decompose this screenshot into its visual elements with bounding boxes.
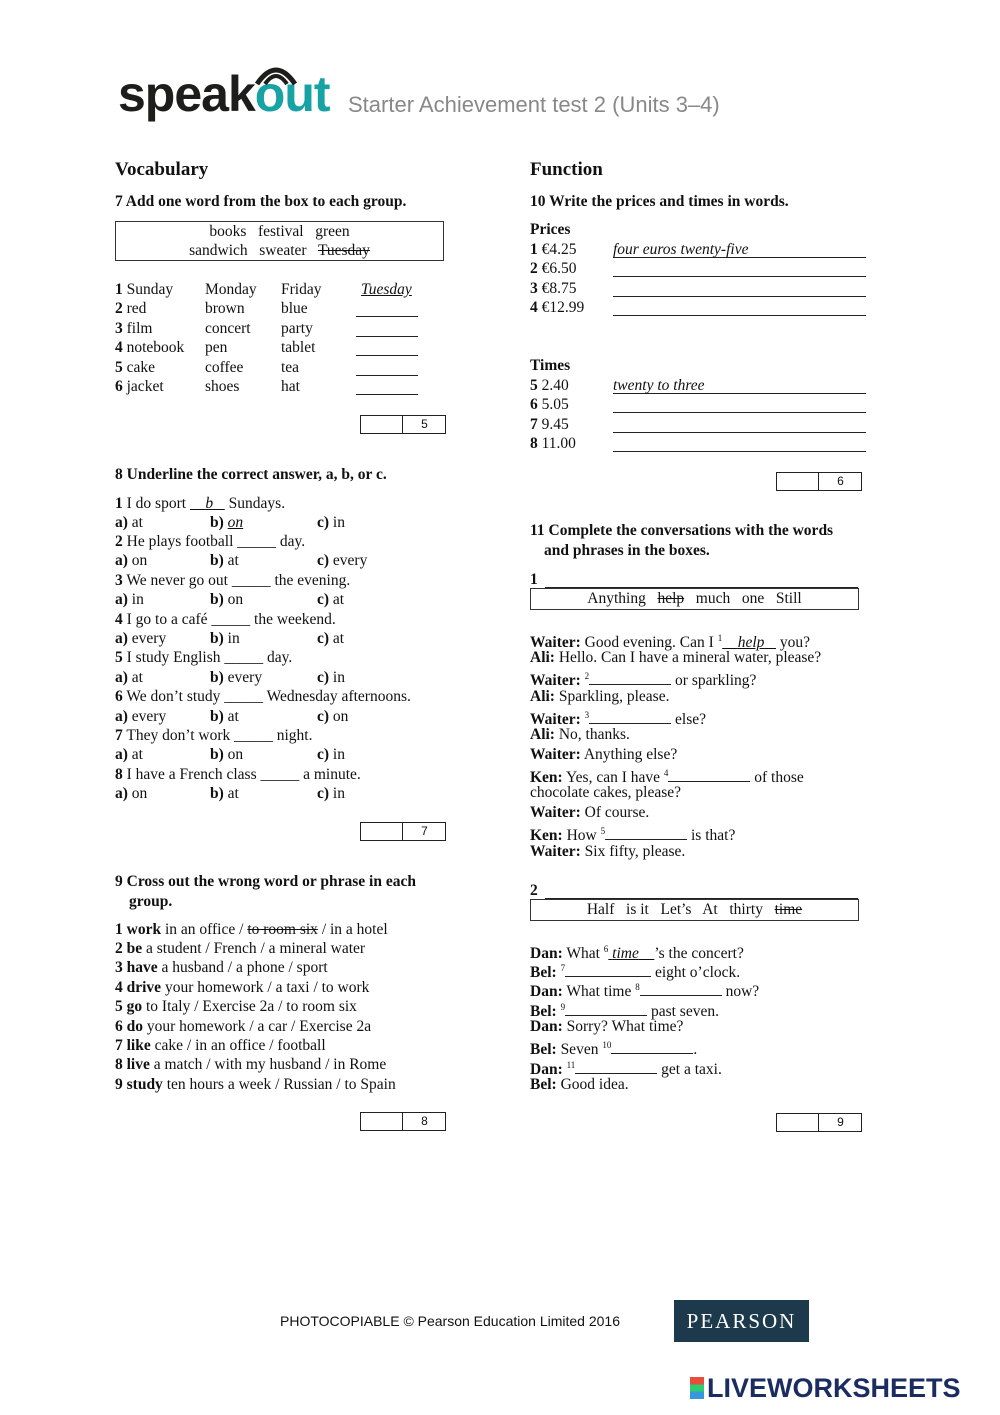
option-b[interactable]: b) on: [210, 591, 244, 609]
task7-row: [115, 358, 445, 377]
task9-item: 4 drive your homework / a taxi / to work: [115, 978, 370, 996]
conv1-label: 1: [530, 571, 538, 588]
task7-word: coffee: [205, 358, 244, 376]
task7-row: [115, 280, 445, 299]
task10-instruction: 10 Write the prices and times in words.: [530, 193, 789, 210]
pearson-logo: PEARSON: [674, 1300, 809, 1342]
task9-instruction: 9 Cross out the wrong word or phrase in each group.: [115, 873, 416, 910]
task7-instruction: 7 Add one word from the box to each group.: [115, 193, 407, 210]
option-b[interactable]: b) in: [210, 630, 240, 647]
task8-question: 6 We don’t study _____ Wednesday afternoons.: [115, 688, 411, 706]
task7-word: blue: [281, 300, 308, 318]
task8-options: [115, 590, 445, 609]
function-heading: Function: [530, 159, 603, 180]
conv2-word-box: Half is it Let’s At thirty time: [530, 899, 859, 921]
task7-word: Friday: [281, 281, 322, 298]
option-a[interactable]: a) in: [115, 591, 144, 609]
value-label: 5 2.40: [530, 377, 569, 394]
task7-row: [115, 338, 445, 357]
task8-options: [115, 629, 445, 648]
conv1-line-12: Waiter: Six fifty, please.: [530, 843, 686, 860]
option-a[interactable]: a) every: [115, 630, 167, 647]
speakout-logo: speak out: [118, 64, 330, 124]
value-label: 8 11.00: [530, 435, 576, 453]
liveworksheets-icon: [690, 1377, 704, 1399]
answer-line[interactable]: [613, 451, 866, 452]
conv1-line-6: Ali: No, thanks.: [530, 726, 630, 743]
conv2-label: 2: [530, 882, 538, 899]
task9-item: 5 go to Italy / Exercise 2a / to room six: [115, 998, 357, 1016]
task9-item: 2 be a student / French / a mineral water: [115, 940, 366, 957]
task8-q1-options: a) at b) on c) in: [115, 514, 345, 531]
task11-score-box: 9: [776, 1113, 862, 1132]
copyright-text: PHOTOCOPIABLE © Pearson Education Limited 2016: [280, 1313, 621, 1329]
task7-score-box: 5: [360, 415, 446, 434]
option-b[interactable]: b) at: [210, 785, 239, 803]
conv2-line-5: Dan: Sorry? What time?: [530, 1018, 684, 1035]
conv2-line-8: Bel: Good idea.: [530, 1076, 629, 1093]
task8-options: [115, 745, 445, 764]
option-c[interactable]: c) in: [317, 785, 345, 803]
task8-options: [115, 668, 445, 687]
answer-line[interactable]: [613, 276, 866, 277]
prices-row: [530, 298, 870, 317]
value-label: 3 €8.75: [530, 279, 577, 297]
task9-item: 7 like cake / in an office / football: [115, 1037, 326, 1054]
answer-line[interactable]: [613, 296, 866, 297]
conv2-line-4: Bel: $^9$ past seven.: [530, 1002, 719, 1021]
option-a[interactable]: a) on: [115, 552, 148, 570]
task7-answer-blank[interactable]: [356, 302, 418, 317]
conv1-line-11: Ken: How $^5$ is that?: [530, 826, 736, 845]
prices-row: [530, 279, 870, 298]
word-box-line2: sandwich sweater Tuesday: [189, 242, 370, 259]
option-b[interactable]: b) at: [210, 707, 239, 725]
conv1-line-1: Waiter: Good evening. Can I $^1$ help you?: [530, 633, 811, 652]
task9-item: 6 do your homework / a car / Exercise 2a: [115, 1017, 372, 1035]
conv1-line-9: chocolate cakes, please?: [530, 784, 682, 801]
vocabulary-heading: Vocabulary: [115, 159, 209, 180]
task7-word: brown: [205, 300, 245, 318]
answer-line[interactable]: [613, 412, 866, 413]
option-c[interactable]: c) at: [317, 591, 345, 609]
option-c[interactable]: c) every: [317, 552, 368, 570]
conv2-line-3: Dan: What time $^8$ now?: [530, 982, 760, 1001]
option-a[interactable]: a) at: [115, 746, 143, 764]
liveworksheets-watermark: LIVEWORKSHEETS: [690, 1373, 961, 1404]
task7-answer-blank[interactable]: [356, 361, 418, 376]
option-a[interactable]: a) on: [115, 785, 148, 803]
task7-word: hat: [281, 378, 300, 395]
answer-line[interactable]: [613, 315, 866, 316]
conv2-line-2: Bel: $^7$ eight o’clock.: [530, 963, 741, 982]
task9-item: 8 live a match / with my husband / in Rome: [115, 1056, 387, 1074]
task7-row: [115, 299, 445, 318]
answer-text: four euros twenty-five: [613, 241, 749, 258]
task7-word: tea: [281, 358, 300, 376]
task7-row-num-word: 3 film: [115, 319, 153, 337]
task7-word: shoes: [205, 378, 240, 395]
task9-item: 3 have a husband / a phone / sport: [115, 959, 328, 977]
task9-item: 9 study ten hours a week / Russian / to Spain: [115, 1075, 396, 1093]
task8-instruction: 8 Underline the correct answer, a, b, or c.: [115, 466, 387, 483]
task7-answer-blank[interactable]: [356, 380, 418, 395]
conv1-line-7: Waiter: Anything else?: [530, 746, 678, 763]
task9-item-1: 1 work in an office / to room six / in a hotel: [115, 921, 388, 938]
conv2-line-1: Dan: What $^6$ time ’s the concert?: [530, 944, 744, 963]
task8-q1: 1 I do sport b Sundays.: [115, 495, 286, 512]
option-b[interactable]: b) every: [210, 668, 263, 686]
task8-question: 2 He plays football _____ day.: [115, 533, 306, 550]
option-a[interactable]: a) at: [115, 668, 143, 686]
answer-line[interactable]: [613, 432, 866, 433]
task8-options: [115, 551, 445, 570]
page-subtitle: Starter Achievement test 2 (Units 3–4): [348, 92, 720, 117]
task7-word: pen: [205, 339, 228, 357]
task7-answer-blank[interactable]: [356, 341, 418, 356]
task7-row-num-word: 6 jacket: [115, 378, 164, 395]
task7-row-num-word: 2 red: [115, 300, 147, 318]
times-row: [530, 415, 870, 434]
task8-options: [115, 784, 445, 803]
task7-row: [115, 319, 445, 338]
times-row: [530, 376, 870, 395]
task7-row: [115, 377, 445, 396]
task8-score-box: 7: [360, 822, 446, 841]
task7-word-box: [115, 221, 444, 261]
prices-row: [530, 240, 870, 259]
task10-score-box: 6: [776, 472, 862, 491]
conv1-line-2: Ali: Hello. Can I have a mineral water, please?: [530, 649, 822, 666]
value-label: 4 €12.99: [530, 299, 585, 317]
task8-question: 4 I go to a café _____ the weekend.: [115, 610, 336, 628]
conv2-line-7: Dan: $^{11}$ get a taxi.: [530, 1060, 722, 1079]
task7-word: concert: [205, 319, 251, 337]
task7-row-num-word: 4 notebook: [115, 339, 185, 357]
task7-word: tablet: [281, 339, 316, 357]
value-label: 6 5.05: [530, 396, 569, 414]
task9-score-box: 8: [360, 1112, 446, 1131]
task7-answer: Tuesday: [361, 281, 412, 298]
task7-answer-blank[interactable]: [356, 322, 418, 337]
times-row: [530, 434, 870, 453]
answer-text: twenty to three: [613, 377, 705, 394]
prices-label: Prices: [530, 221, 571, 238]
task8-options: [115, 707, 445, 726]
task7-word: party: [281, 319, 313, 337]
word-box-line1: books festival green: [209, 223, 350, 240]
times-row: [530, 395, 870, 414]
task7-row-num-word: 5 cake: [115, 358, 156, 376]
option-a[interactable]: a) every: [115, 707, 167, 725]
conv1-line-4: Ali: Sparkling, please.: [530, 688, 670, 705]
option-b[interactable]: b) at: [210, 552, 239, 570]
conv2-line-6: Bel: Seven $^{10}$ .: [530, 1040, 698, 1059]
conv1-line-5: Waiter: $^3$ else?: [530, 710, 707, 729]
task11-instruction: 11 Complete the conversations with the words and phrases in the boxes.: [530, 522, 834, 559]
prices-row: [530, 259, 870, 278]
task8-question: 8 I have a French class _____ a minute.: [115, 765, 361, 783]
conv1-line-3: Waiter: $^2$ or sparkling?: [530, 671, 757, 690]
option-b[interactable]: b) on: [210, 746, 244, 764]
option-c[interactable]: c) in: [317, 668, 345, 686]
option-c[interactable]: c) on: [317, 707, 349, 725]
times-label: Times: [530, 357, 571, 374]
option-c[interactable]: c) in: [317, 746, 345, 764]
value-label: 7 9.45: [530, 415, 569, 433]
task8-question: 5 I study English _____ day.: [115, 649, 293, 667]
task8-question: 3 We never go out _____ the evening.: [115, 571, 351, 589]
conv1-line-8: Ken: Yes, can I have $^4$ of those: [530, 768, 804, 787]
value-label: 1 €4.25: [530, 241, 577, 258]
logo-arc-icon: [253, 62, 299, 88]
conv1-line-10: Waiter: Of course.: [530, 804, 650, 821]
conv1-word-box: Anything help much one Still: [530, 588, 859, 610]
task7-word: Monday: [205, 281, 257, 298]
value-label: 2 €6.50: [530, 260, 577, 278]
option-c[interactable]: c) at: [317, 630, 345, 647]
task7-row-num-word: 1 Sunday: [115, 281, 174, 298]
task8-question: 7 They don’t work _____ night.: [115, 727, 313, 744]
